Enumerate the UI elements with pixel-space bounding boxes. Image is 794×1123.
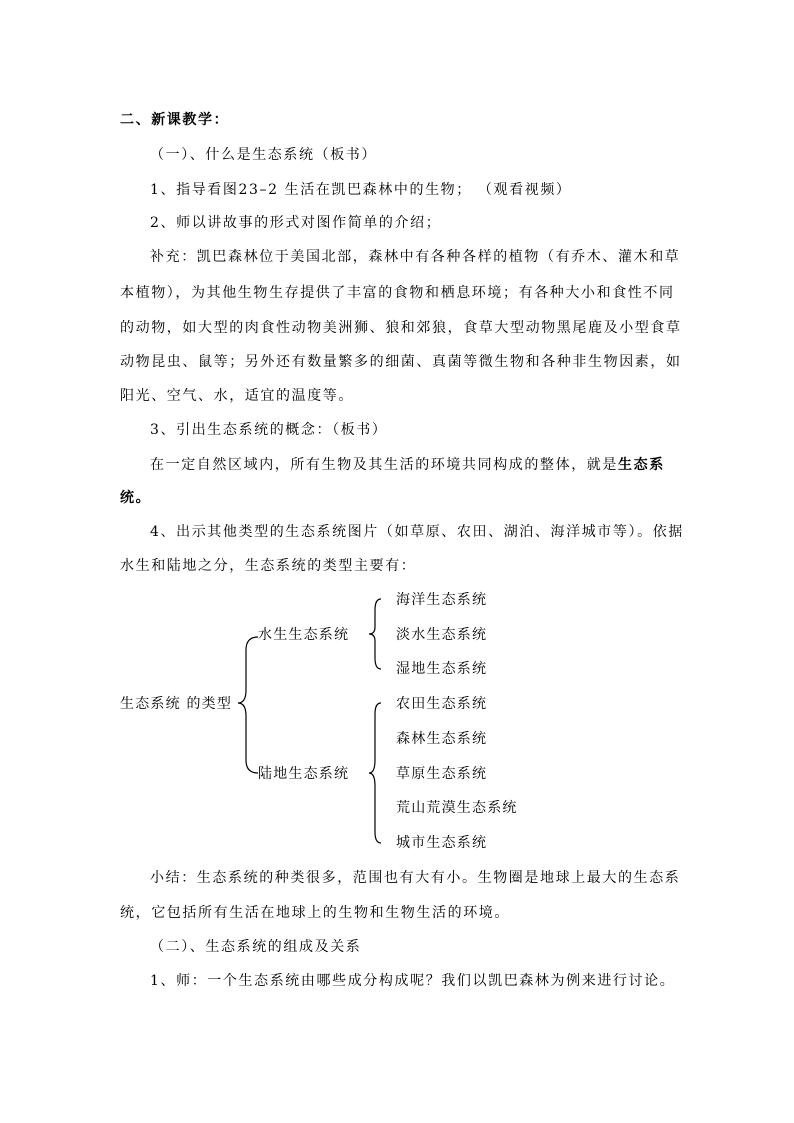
item-4-line-2: 水生和陆地之分，生态系统的类型主要有：	[120, 558, 417, 574]
aquatic-ecosystem-label: 水生生态系统	[258, 627, 350, 643]
aquatic-child: 湿地生态系统	[396, 661, 488, 677]
definition-line-2: 统。	[120, 490, 152, 506]
terrestrial-child: 城市生态系统	[396, 835, 488, 851]
item-1: 1、指导看图23–2 生活在凯巴森林中的生物； （观看视频）	[150, 182, 572, 198]
item-3: 3、引出生态系统的概念：（板书）	[150, 422, 388, 438]
supplement-line-3: 的动物，如大型的肉食性动物美洲狮、狼和郊狼，食草大型动物黑尾鹿及小型食草	[120, 320, 682, 336]
terrestrial-child: 草原生态系统	[396, 766, 488, 782]
summary-line-1: 小结：生态系统的种类很多，范围也有大有小。生物圈是地球上最大的生态系	[150, 870, 681, 886]
part2-item-1: 1、师：一个生态系统由哪些成分构成呢？我们以凯巴森林为例来进行讨论。	[150, 973, 676, 989]
part2-heading: （二）、生态系统的组成及关系	[150, 939, 362, 955]
part1-heading: （一）、什么是生态系统（板书）	[150, 147, 377, 163]
definition-term: 生态系	[618, 457, 665, 473]
section-heading: 二、新课教学：	[120, 112, 230, 128]
terrestrial-child: 森林生态系统	[396, 731, 488, 747]
definition-text: 在一定自然区域内，所有生物及其生活的环境共同构成的整体，就是	[150, 457, 618, 473]
supplement-line-2: 本植物），为其他生物生存提供了丰富的食物和栖息环境；有各种大小和食性不同	[120, 285, 675, 301]
terrestrial-child: 荒山荒漠生态系统	[396, 800, 518, 816]
item-4-line-1: 4、出示其他类型的生态系统图片（如草原、农田、湖泊、海洋城市等）。依据	[150, 524, 684, 540]
aquatic-child: 海洋生态系统	[396, 592, 488, 608]
item-2: 2、师以讲故事的形式对图作简单的介绍；	[150, 215, 442, 231]
supplement-line-5: 阳光、空气、水，适宜的温度等。	[120, 388, 354, 404]
supplement-line-4: 动物昆虫、鼠等；另外还有数量繁多的细菌、真菌等微生物和各种非生物因素，如	[120, 354, 682, 370]
aquatic-child: 淡水生态系统	[396, 627, 488, 643]
terrestrial-child: 农田生态系统	[396, 696, 488, 712]
terrestrial-ecosystem-label: 陆地生态系统	[258, 766, 350, 782]
tree-root: 生态系统 的类型	[120, 696, 233, 712]
summary-line-2: 统，它包括所有生活在地球上的生物和生物生活的环境。	[120, 905, 510, 921]
supplement-line-1: 补充：凯巴森林位于美国北部，森林中有各种各样的植物（有乔木、灌木和草	[150, 249, 681, 265]
